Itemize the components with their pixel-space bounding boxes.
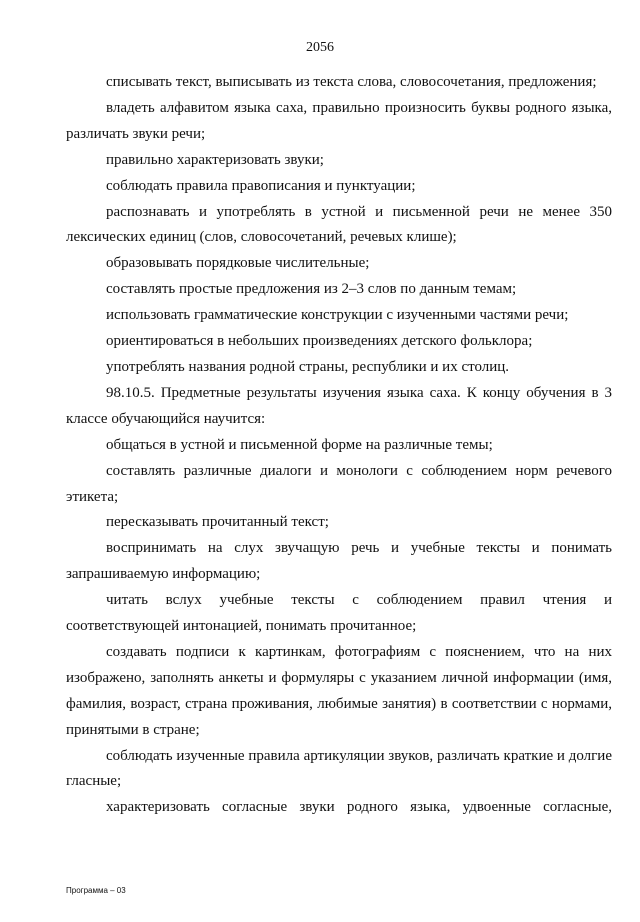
paragraph: соблюдать изученные правила артикуляции звуков, различать краткие и долгие гласные; bbox=[66, 747, 612, 790]
paragraph: воспринимать на слух звучащую речь и учебные тексты и понимать запрашиваемую информацию; bbox=[66, 540, 612, 583]
paragraph: составлять различные диалоги и монологи с соблюдением норм речевого этикета; bbox=[66, 462, 612, 505]
paragraph: владеть алфавитом языка саха, правильно произносить буквы родного языка, различать звуки речи; bbox=[66, 99, 612, 142]
paragraph: правильно характеризовать звуки; bbox=[106, 151, 324, 168]
paragraph: соблюдать правила правописания и пунктуации; bbox=[106, 177, 416, 194]
paragraph: создавать подписи к картинкам, фотографиям с пояснением, что на них изображено, заполнять анкеты и формуляры с указанием личной информации (имя, фамилия, возраст, страна проживания, любимые занятия) в соответствии с нормами, принятыми в стране; bbox=[66, 643, 612, 738]
paragraph: характеризовать согласные звуки родного языка, удвоенные согласные, bbox=[106, 799, 612, 816]
paragraph: образовывать порядковые числительные; bbox=[106, 255, 370, 272]
paragraph: ориентироваться в небольших произведениях детского фольклора; bbox=[106, 333, 533, 350]
paragraph: списывать текст, выписывать из текста слова, словосочетания, предложения; bbox=[106, 74, 597, 90]
page-number: 2056 bbox=[306, 40, 334, 55]
paragraph: общаться в устной и письменной форме на различные темы; bbox=[106, 436, 493, 453]
paragraph: читать вслух учебные тексты с соблюдением правил чтения и соответствующей интонацией, понимать прочитанное; bbox=[66, 592, 612, 635]
document-body bbox=[66, 70, 612, 821]
paragraph: использовать грамматические конструкции с изученными частями речи; bbox=[106, 307, 569, 324]
paragraph: пересказывать прочитанный текст; bbox=[106, 514, 329, 531]
paragraph: употреблять названия родной страны, республики и их столиц. bbox=[106, 358, 510, 375]
paragraph: составлять простые предложения из 2–3 слов по данным темам; bbox=[106, 281, 517, 298]
footer-label: Программа – 03 bbox=[66, 886, 126, 895]
paragraph: распознавать и употреблять в устной и письменной речи не менее 350 лексических единиц (слов, словосочетаний, речевых клише); bbox=[66, 203, 612, 246]
section-paragraph: 98.10.5. Предметные результаты изучения языка саха. К концу обучения в 3 классе обучающийся научится: bbox=[66, 384, 612, 427]
